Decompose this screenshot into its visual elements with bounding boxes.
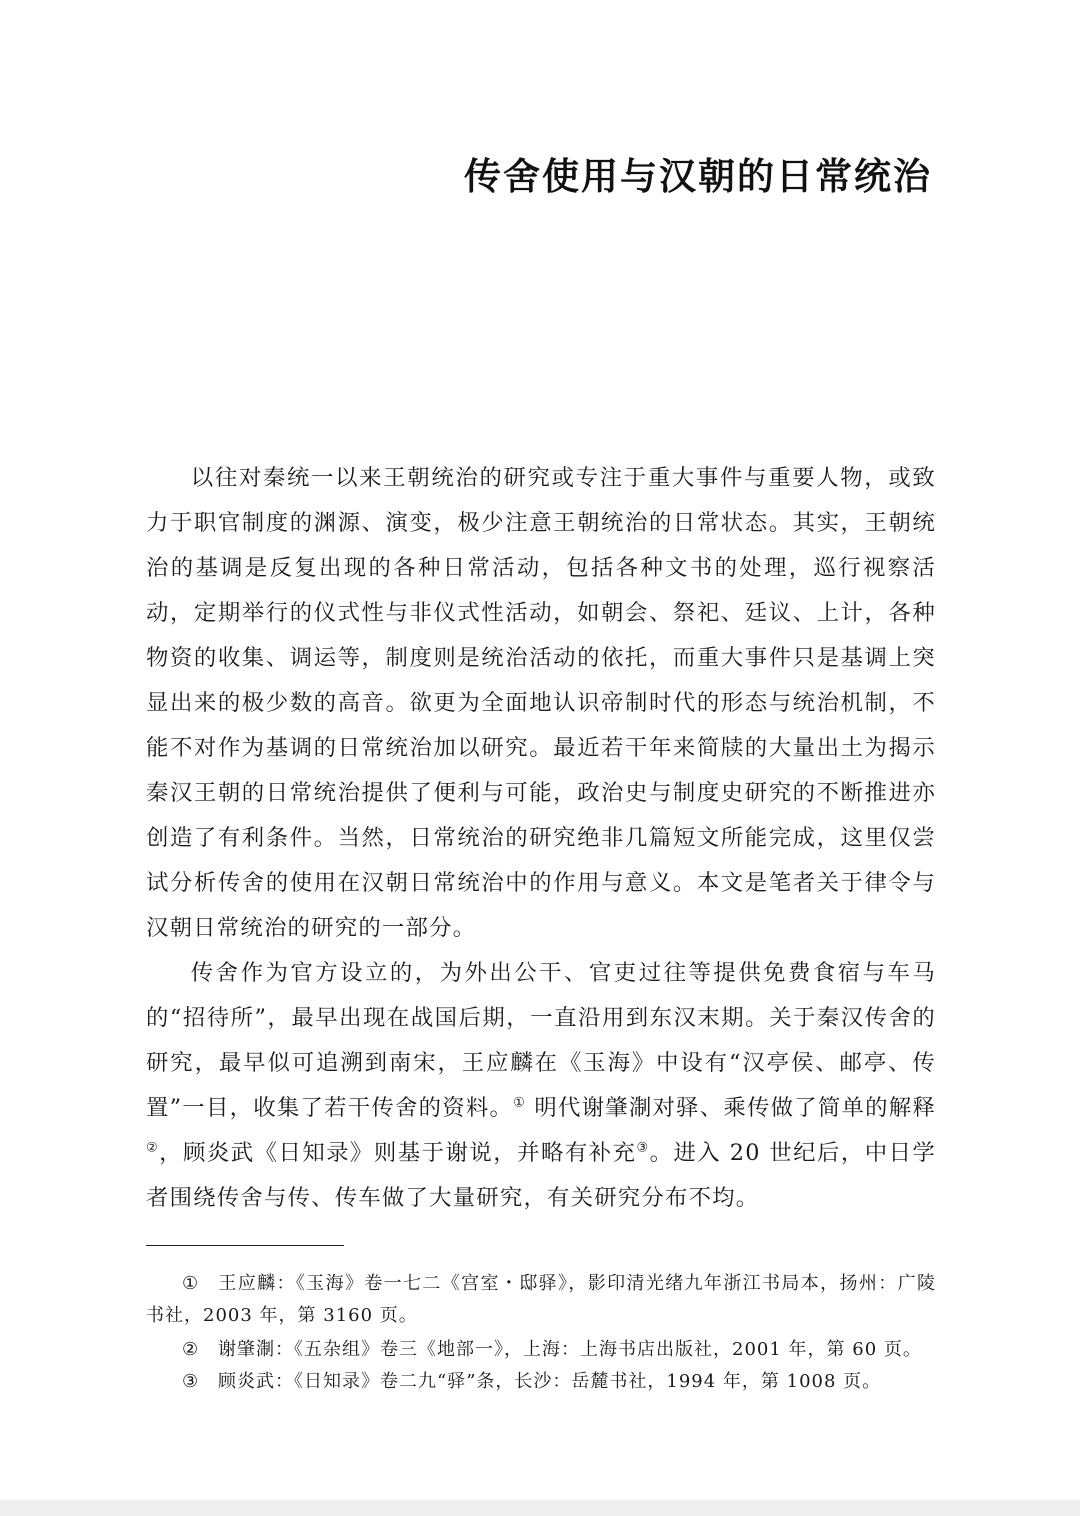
footnote-1 <box>146 1268 936 1332</box>
footnote-marker: ② <box>182 1339 200 1360</box>
paragraph-2-segment-1: 传舍作为官方设立的，为外出公干、官吏过往等提供免费食宿与车马的“招待所”，最早出现在战国后期，一直沿用到东汉末期。关于秦汉传舍的研究，最早似可追溯到南宋，王应麟在《玉海》中设有“汉亭侯、邮亭、传置”一目，收集了若干传舍的资料。 <box>146 960 936 1121</box>
paragraph-2-segment-2: 明代谢肇淛对驿、乘传做了简单的解释 <box>526 1095 937 1121</box>
footnote-text: 顾炎武：《日知录》卷二九“驿”条，长沙：岳麓书社，1994 年，第 1008 页。 <box>218 1371 882 1392</box>
paragraph-2-segment-4: 。进入 20 世纪后，中日学者围绕传舍与传、传车做了大量研究，有关研究分布不均。 <box>146 1140 937 1211</box>
footnote-marker: ① <box>182 1273 200 1294</box>
body-text <box>146 456 936 1221</box>
paragraph-2-segment-3: ，顾炎武《日知录》则基于谢说，并略有补充 <box>159 1140 637 1166</box>
footnote-3 <box>146 1366 936 1398</box>
footnote-text: 王应麟：《玉海》卷一七二《宫室・邸驿》，影印清光绪九年浙江书局本，扬州：广陵书社，2003 年，第 3160 页。 <box>146 1273 936 1326</box>
footnote-text: 谢肇淛：《五杂组》卷三《地部一》，上海：上海书店出版社，2001 年，第 60 页。 <box>218 1339 922 1360</box>
footnote-2 <box>146 1334 936 1366</box>
bottom-edge <box>0 1500 1080 1516</box>
paragraph-1: 以往对秦统一以来王朝统治的研究或专注于重大事件与重要人物，或致力于职官制度的渊源、演变，极少注意王朝统治的日常状态。其实，王朝统治的基调是反复出现的各种日常活动，包括各种文书的处理，巡行视察活动，定期举行的仪式性与非仪式性活动，如朝会、祭祀、廷议、上计，各种物资的收集、调运等，制度则是统治活动的依托，而重大事件只是基调上突显出来的极少数的高音。欲更为全面地认识帝制时代的形态与统治机制，不能不对作为基调的日常统治加以研究。最近若干年来简牍的大量出土为揭示秦汉王朝的日常统治提供了便利与可能，政治史与制度史研究的不断推进亦创造了有利条件。当然，日常统治的研究绝非几篇短文所能完成，这里仅尝试分析传舍的使用在汉朝日常统治中的作用与意义。本文是笔者关于律令与汉朝日常统治的研究的一部分。 <box>146 465 936 941</box>
footnote-divider <box>146 1245 344 1246</box>
footnote-ref-1[interactable]: ① <box>513 1095 527 1111</box>
footnote-ref-2[interactable]: ② <box>146 1140 160 1156</box>
page-title: 传舍使用与汉朝的日常统治 <box>464 154 932 198</box>
footnotes <box>146 1268 936 1398</box>
footnote-ref-3[interactable]: ③ <box>636 1140 650 1156</box>
paragraph-2 <box>146 951 936 1221</box>
footnote-marker: ③ <box>182 1371 200 1392</box>
